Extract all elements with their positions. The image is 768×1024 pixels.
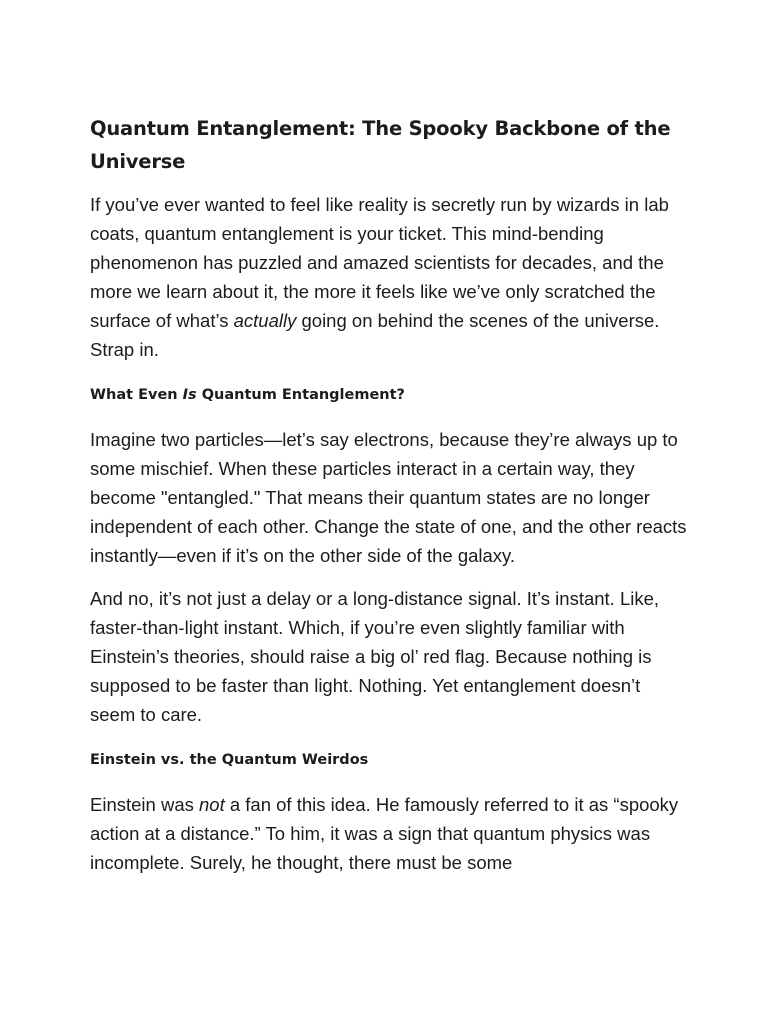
article-title: Quantum Entanglement: The Spooky Backbone of the Universe <box>90 117 671 173</box>
intro-text-start: If you’ve ever wanted to feel like reality is secretly run by wizards in lab coats, quantum entanglement is your ticket. This mind-bending phenomenon has puzzled and amazed scientists for decades, and the more we learn about it, the more it feels like we’ve only scratched the surface of what’s <box>90 194 669 331</box>
intro-text-end: going on behind the scenes of the universe. Strap in. <box>90 310 660 360</box>
section2-emphasis: not <box>199 794 225 815</box>
section-heading-what-is <box>90 384 690 406</box>
section1-paragraph-2: And no, it’s not just a delay or a long-distance signal. It’s instant. Like, faster-than-light instant. Which, if you’re even slightly familiar with Einstein’s theories, should raise a big ol’ red flag. Because nothing is supposed to be faster than light. Nothing. Yet entanglement doesn’t seem to care. <box>90 588 660 725</box>
heading-text-end: Quantum Entanglement? <box>196 387 405 403</box>
section1-paragraph-1: Imagine two particles—let’s say electrons, because they’re always up to some mischief. When these particles interact in a certain way, they become "entangled." That means their quantum states are no longer independent of each other. Change the state of one, and the other reacts instantly—even if it’s on the other side of the galaxy. <box>90 429 687 566</box>
section-heading-einstein: Einstein vs. the Quantum Weirdos <box>90 752 369 768</box>
intro-emphasis: actually <box>233 310 297 331</box>
section2-text-end: a fan of this idea. He famously referred to it as “spooky action at a distance.” To him, it was a sign that quantum physics was incomplete. Surely, he thought, there must be some <box>90 794 679 873</box>
heading-emphasis: Is <box>182 387 197 403</box>
document-page <box>90 112 690 891</box>
section2-paragraph-1 <box>90 790 690 877</box>
heading-text-start: What Even <box>90 387 183 403</box>
intro-paragraph <box>90 190 690 364</box>
section2-text-start: Einstein was <box>90 794 199 815</box>
